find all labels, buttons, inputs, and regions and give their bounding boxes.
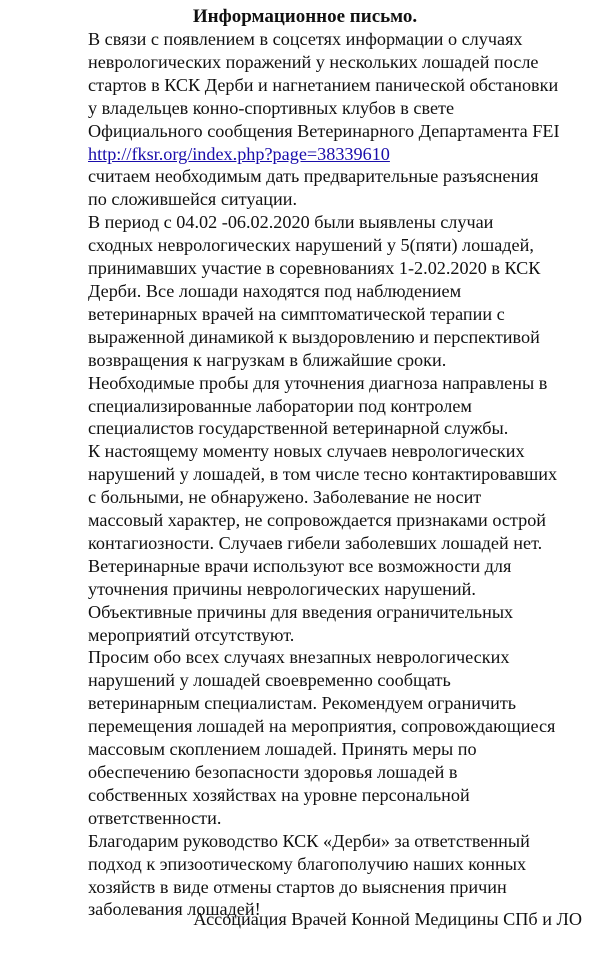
body-line: Ветеринарные врачи используют все возможности для xyxy=(88,555,512,576)
letter-title: Информационное письмо. xyxy=(192,6,418,27)
body-line: Необходимые пробы для уточнения диагноза направлены в xyxy=(88,372,548,393)
body-line: ветеринарным специалистам. Рекомендуем ограничить xyxy=(88,693,517,714)
body-line: массовый характер, не сопровождается признаками острой xyxy=(88,510,547,531)
body-line: с больными, не обнаружено. Заболевание не носит xyxy=(88,487,482,508)
body-line: К настоящему моменту новых случаев неврологических xyxy=(88,441,525,462)
body-line: Официального сообщения Ветеринарного Департамента FEI xyxy=(88,120,560,141)
body-line: контагиозности. Случаев гибели заболевших лошадей нет. xyxy=(88,532,543,553)
body-line: перемещения лошадей на мероприятия, сопровождающиеся xyxy=(88,716,556,737)
body-line: по сложившейся ситуации. xyxy=(88,189,298,210)
body-line: массовым скоплением лошадей. Принять меры по xyxy=(88,739,477,760)
body-line: принимавших участие в соревнованиях 1-2.02.2020 в КСК xyxy=(88,258,541,279)
body-line: мероприятий отсутствуют. xyxy=(88,624,295,645)
body-line: Просим обо всех случаях внезапных неврологических xyxy=(88,647,510,668)
body-line: Благодарим руководство КСК «Дерби» за ответственный xyxy=(88,830,530,851)
body-line: неврологических поражений у нескольких лошадей после xyxy=(88,51,539,72)
body-line: ветеринарных врачей на симптоматической терапии с xyxy=(88,303,505,324)
body-line: ответственности. xyxy=(88,807,222,828)
body-line: В связи с появлением в соцсетях информации о случаях xyxy=(88,29,523,49)
body-line: нарушений у лошадей своевременно сообщать xyxy=(88,670,451,691)
letter-body xyxy=(88,28,600,921)
body-line: специалистов государственной ветеринарной службы. xyxy=(88,418,509,439)
signature: Ассоциация Врачей Конной Медицины СПб и ЛО xyxy=(193,909,582,929)
body-line: Дерби. Все лошади находятся под наблюдением xyxy=(88,280,462,301)
body-line: уточнения причины неврологических нарушений. xyxy=(88,578,476,599)
body-line: хозяйств в виде отмены стартов до выяснения причин xyxy=(88,876,507,897)
fei-link[interactable]: http://fksr.org/index.php?page=38339610 xyxy=(88,143,390,164)
body-line: подход к эпизоотическому благополучию наших конных xyxy=(88,853,527,874)
body-line: В период с 04.02 -06.02.2020 были выявлены случаи xyxy=(88,212,494,233)
body-line: собственных хозяйствах на уровне персональной xyxy=(88,784,470,805)
body-line: заболевания лошадей! xyxy=(88,899,261,920)
body-line: сходных неврологических нарушений у 5(пяти) лошадей, xyxy=(88,235,534,256)
body-line: стартов в КСК Дерби и нагнетанием панической обстановки xyxy=(88,74,559,95)
body-line: Объективные причины для введения ограничительных xyxy=(88,601,514,622)
body-line: у владельцев конно-спортивных клубов в свете xyxy=(88,97,455,118)
body-line: возвращения к нагрузкам в ближайшие сроки. xyxy=(88,349,447,370)
body-line: специализированные лаборатории под контролем xyxy=(88,395,472,416)
body-line: выраженной динамикой к выздоровлению и перспективой xyxy=(88,326,540,347)
body-line: нарушений у лошадей, в том числе тесно контактировавших xyxy=(88,464,558,485)
body-line: считаем необходимым дать предварительные разъяснения xyxy=(88,166,539,187)
body-line: обеспечению безопасности здоровья лошадей в xyxy=(88,762,458,782)
